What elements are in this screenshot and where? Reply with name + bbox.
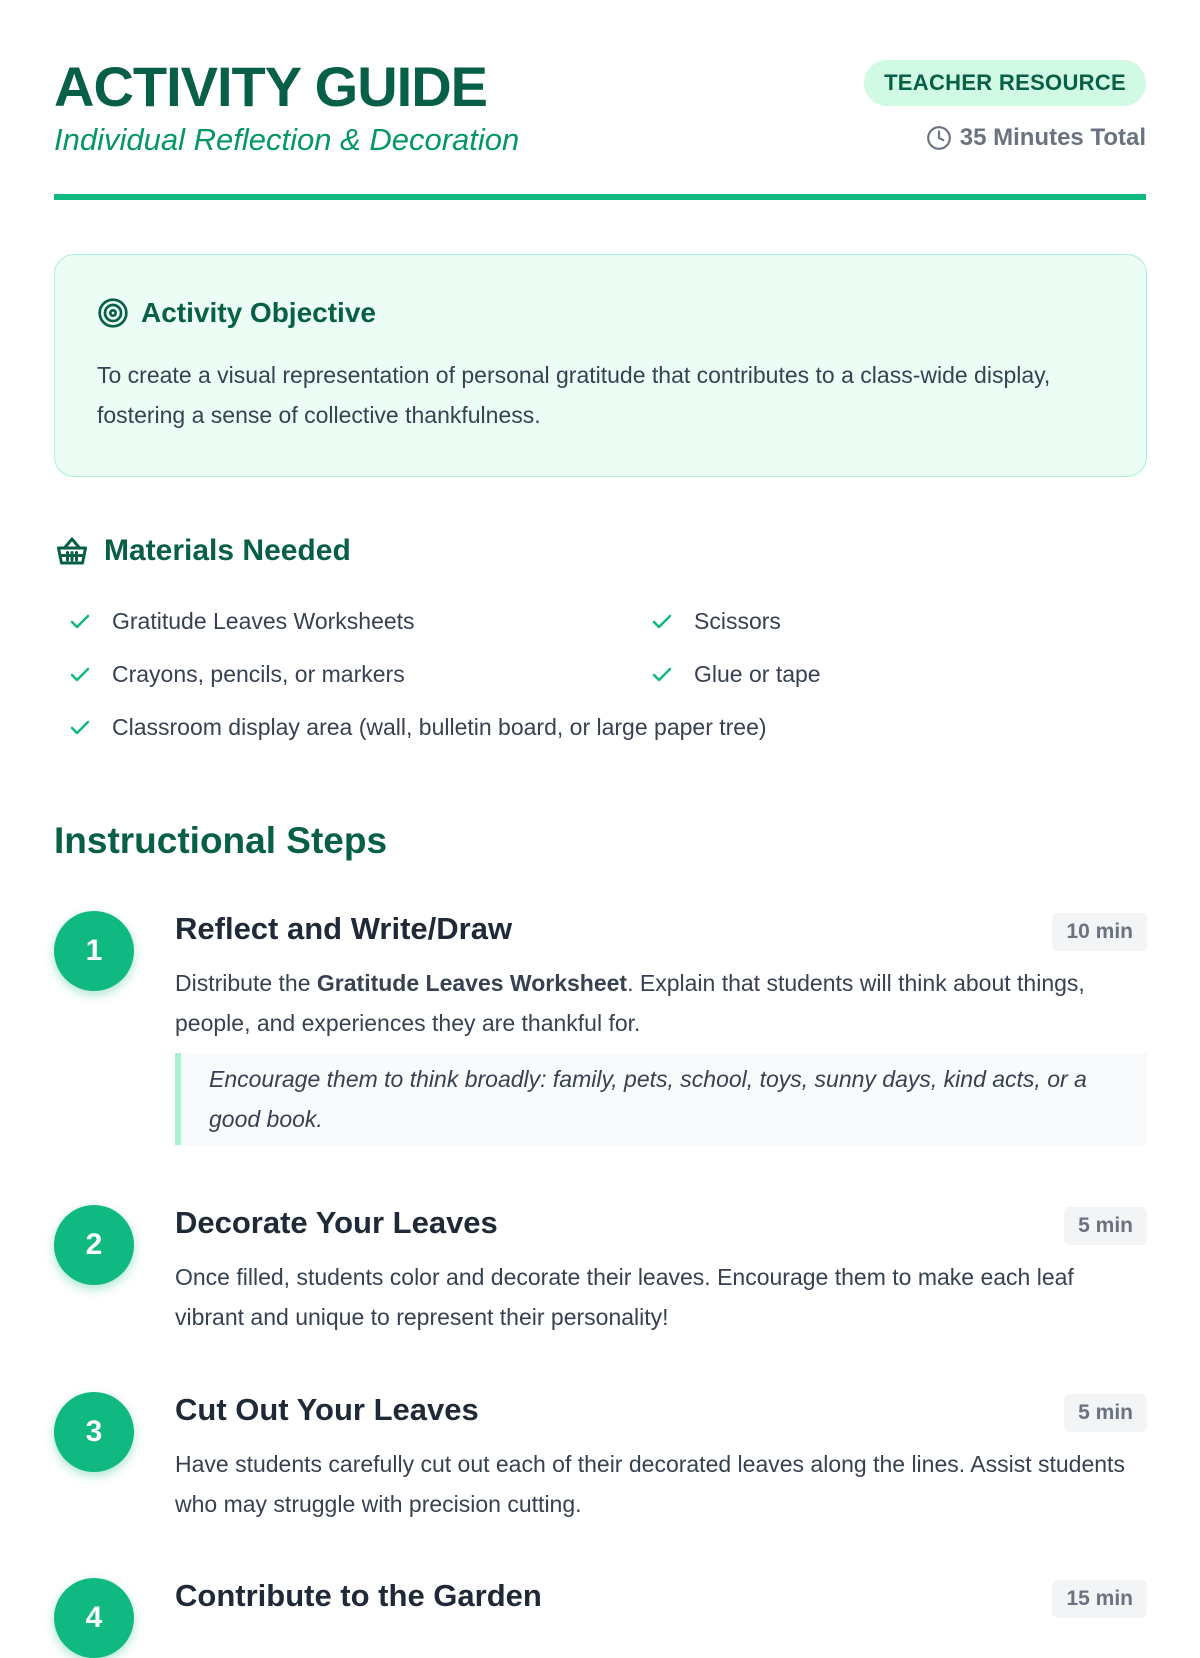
step-title: Reflect and Write/Draw <box>175 911 513 946</box>
step-number: 2 <box>54 1205 134 1285</box>
target-icon <box>97 297 129 329</box>
step-description: Have students carefully cut out each of their decorated leaves along the lines. Assist students who may struggle with precision cutting. <box>175 1451 1125 1517</box>
basket-icon <box>54 533 90 569</box>
check-icon <box>68 610 92 634</box>
total-duration <box>926 124 1146 152</box>
step-description: Once filled, students color and decorate their leaves. Encourage them to make each leaf vibrant and unique to represent their personality! <box>175 1264 1074 1330</box>
material-label: Gratitude Leaves Worksheets <box>112 608 415 634</box>
check-icon <box>68 663 92 687</box>
material-label: Scissors <box>694 608 781 634</box>
objective-title: Activity Objective <box>141 297 376 328</box>
materials-heading <box>54 533 351 569</box>
step-number: 4 <box>54 1578 134 1658</box>
materials-title: Materials Needed <box>104 534 351 567</box>
worksheet-name: Gratitude Leaves Worksheet <box>316 970 628 996</box>
clock-icon <box>926 125 952 151</box>
objective-heading <box>97 297 376 329</box>
step-title: Decorate Your Leaves <box>175 1205 498 1240</box>
step-item <box>54 1392 1147 1532</box>
step-duration-badge: 5 min <box>1064 1394 1147 1432</box>
step-item <box>54 1578 1147 1634</box>
step-note: Encourage them to think broadly: family, pets, school, toys, sunny days, kind acts, or a good book. <box>175 1053 1147 1145</box>
material-item <box>68 608 415 635</box>
material-label: Glue or tape <box>694 661 821 687</box>
step-item <box>54 911 1147 1151</box>
material-label: Crayons, pencils, or markers <box>112 661 405 687</box>
material-item <box>68 661 405 688</box>
material-item <box>650 661 821 688</box>
page-title: ACTIVITY GUIDE <box>54 55 488 118</box>
page-subtitle: Individual Reflection & Decoration <box>54 122 520 157</box>
step-duration-badge: 10 min <box>1052 913 1147 951</box>
material-item <box>68 714 767 741</box>
objective-text: To create a visual representation of personal gratitude that contributes to a class-wide display, fostering a sense of collective thankfulness. <box>97 362 1051 428</box>
material-item <box>650 608 781 635</box>
material-label: Classroom display area (wall, bulletin board, or large paper tree) <box>112 714 767 740</box>
check-icon <box>650 663 674 687</box>
step-title: Contribute to the Garden <box>175 1578 542 1613</box>
step-item <box>54 1205 1147 1345</box>
step-duration-badge: 5 min <box>1064 1207 1147 1245</box>
step-duration-badge: 15 min <box>1052 1580 1147 1618</box>
check-icon <box>68 716 92 740</box>
steps-title: Instructional Steps <box>54 820 388 861</box>
duration-label: 35 Minutes Total <box>959 124 1146 151</box>
step-number: 3 <box>54 1392 134 1472</box>
step-title: Cut Out Your Leaves <box>175 1392 479 1427</box>
check-icon <box>650 610 674 634</box>
step-description: Distribute the Gratitude Leaves Worksheet. Explain that students will think about things, people, and experiences they are thankful for. <box>175 970 1085 1036</box>
header <box>54 0 1146 200</box>
step-number: 1 <box>54 911 134 991</box>
objective-panel <box>54 254 1147 477</box>
teacher-resource-badge: TEACHER RESOURCE <box>864 60 1146 106</box>
